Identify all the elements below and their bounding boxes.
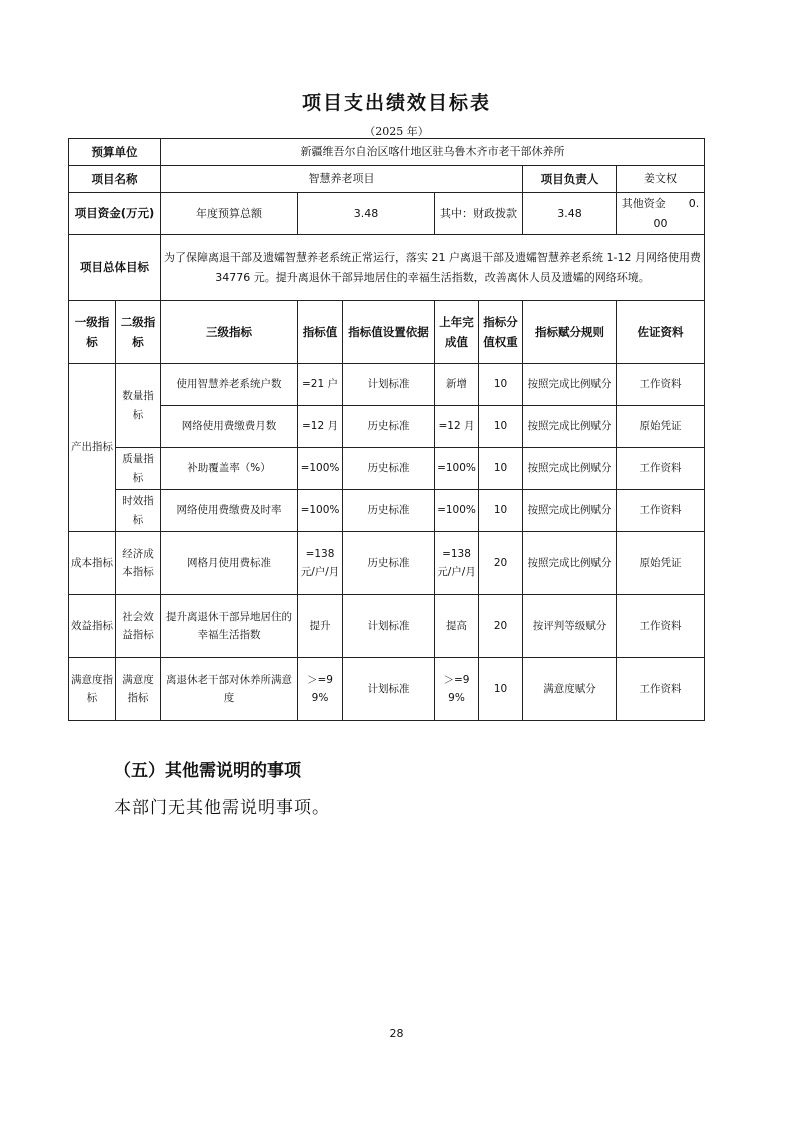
scoring-rule: 满意度赋分 xyxy=(523,658,617,721)
scoring-rule: 按照完成比例赋分 xyxy=(523,364,617,406)
indicator-value: =21 户 xyxy=(298,364,343,406)
page-number: 28 xyxy=(389,1027,404,1040)
indicator-basis: 历史标准 xyxy=(343,406,435,448)
other-funds-value: 0.00 xyxy=(653,197,700,230)
fiscal-allocation-label: 其中：财政拨款 xyxy=(435,193,523,235)
indicator-weight: 20 xyxy=(479,532,523,595)
level1-cost: 成本指标 xyxy=(69,532,116,595)
indicator-basis: 历史标准 xyxy=(343,532,435,595)
indicator-basis: 计划标准 xyxy=(343,364,435,406)
level3-indicator: 补助覆盖率（%） xyxy=(161,448,298,490)
indicator-basis: 历史标准 xyxy=(343,448,435,490)
col-header-prev-year: 上年完成值 xyxy=(435,301,479,364)
section-text: 本部门无其他需说明事项。 xyxy=(114,798,330,818)
performance-target-table xyxy=(68,138,705,721)
level3-indicator: 网格月使用费标准 xyxy=(161,532,298,595)
page-title: 项目支出绩效目标表 xyxy=(301,92,491,114)
indicator-weight: 10 xyxy=(479,490,523,532)
table-row xyxy=(69,448,705,490)
col-header-level2: 二级指标 xyxy=(116,301,161,364)
overall-goal-label: 项目总体目标 xyxy=(69,235,161,301)
level3-indicator: 网络使用费缴费及时率 xyxy=(161,490,298,532)
budget-unit-value: 新疆维吾尔自治区喀什地区驻乌鲁木齐市老干部休养所 xyxy=(161,139,705,166)
indicator-value: ＞=99% xyxy=(298,658,343,721)
col-header-value: 指标值 xyxy=(298,301,343,364)
level2-satisfaction: 满意度指标 xyxy=(116,658,161,721)
indicator-weight: 10 xyxy=(479,448,523,490)
level2-timeliness: 时效指标 xyxy=(116,490,161,532)
project-owner-label: 项目负责人 xyxy=(523,166,617,193)
col-header-level3: 三级指标 xyxy=(161,301,298,364)
level2-social-benefit: 社会效益指标 xyxy=(116,595,161,658)
level3-indicator: 网络使用费缴费月数 xyxy=(161,406,298,448)
scoring-rule: 按照完成比例赋分 xyxy=(523,448,617,490)
project-owner-value: 姜文权 xyxy=(617,166,705,193)
table-row xyxy=(69,490,705,532)
col-header-basis: 指标值设置依据 xyxy=(343,301,435,364)
indicator-weight: 10 xyxy=(479,364,523,406)
indicator-value: 提升 xyxy=(298,595,343,658)
project-funds-label: 项目资金(万元) xyxy=(69,193,161,235)
evidence: 工作资料 xyxy=(617,658,705,721)
scoring-rule: 按评判等级赋分 xyxy=(523,595,617,658)
prev-year-value: =100% xyxy=(435,448,479,490)
scoring-rule: 按照完成比例赋分 xyxy=(523,532,617,595)
level3-indicator: 离退休老干部对休养所满意度 xyxy=(161,658,298,721)
level3-indicator: 提升离退休干部异地居住的幸福生活指数 xyxy=(161,595,298,658)
level2-quality: 质量指标 xyxy=(116,448,161,490)
indicator-weight: 10 xyxy=(479,406,523,448)
year-subtitle: （2025 年） xyxy=(364,125,429,138)
level3-indicator: 使用智慧养老系统户数 xyxy=(161,364,298,406)
indicator-value: =100% xyxy=(298,448,343,490)
overall-goal-text: 为了保障离退干部及遗孀智慧养老系统正常运行，落实 21 户离退干部及遗孀智慧养老系统 1-12 月网络使用费 34776 元。提升离退休干部异地居住的幸福生活指数，改善离休人员及遗孀的网络环境。 xyxy=(161,235,705,301)
section-heading: （五）其他需说明的事项 xyxy=(114,761,301,781)
indicator-basis: 历史标准 xyxy=(343,490,435,532)
table-row xyxy=(69,658,705,721)
level1-satisfaction: 满意度指标 xyxy=(69,658,116,721)
table-row xyxy=(69,595,705,658)
evidence: 工作资料 xyxy=(617,595,705,658)
scoring-rule: 按照完成比例赋分 xyxy=(523,406,617,448)
table-row xyxy=(69,364,705,406)
level1-output: 产出指标 xyxy=(69,364,116,532)
level1-benefit: 效益指标 xyxy=(69,595,116,658)
indicator-value: =12 月 xyxy=(298,406,343,448)
prev-year-value: ＞=99% xyxy=(435,658,479,721)
indicator-weight: 20 xyxy=(479,595,523,658)
project-name-value: 智慧养老项目 xyxy=(161,166,523,193)
prev-year-value: =12 月 xyxy=(435,406,479,448)
indicator-weight: 10 xyxy=(479,658,523,721)
prev-year-value: =100% xyxy=(435,490,479,532)
fiscal-allocation-value: 3.48 xyxy=(523,193,617,235)
project-name-label: 项目名称 xyxy=(69,166,161,193)
indicator-basis: 计划标准 xyxy=(343,658,435,721)
level2-economic-cost: 经济成本指标 xyxy=(116,532,161,595)
annual-total-label: 年度预算总额 xyxy=(161,193,298,235)
annual-total-value: 3.48 xyxy=(298,193,435,235)
evidence: 工作资料 xyxy=(617,364,705,406)
indicator-basis: 计划标准 xyxy=(343,595,435,658)
indicator-value: =100% xyxy=(298,490,343,532)
evidence: 工作资料 xyxy=(617,490,705,532)
level2-quantity: 数量指标 xyxy=(116,364,161,448)
col-header-scoring-rule: 指标赋分规则 xyxy=(523,301,617,364)
other-funds-label: 其他资金 xyxy=(621,197,666,211)
table-row xyxy=(69,406,705,448)
prev-year-value: 提高 xyxy=(435,595,479,658)
indicator-value: =138 元/户/月 xyxy=(298,532,343,595)
scoring-rule: 按照完成比例赋分 xyxy=(523,490,617,532)
evidence: 原始凭证 xyxy=(617,532,705,595)
evidence: 工作资料 xyxy=(617,448,705,490)
col-header-weight: 指标分值权重 xyxy=(479,301,523,364)
prev-year-value: 新增 xyxy=(435,364,479,406)
budget-unit-label: 预算单位 xyxy=(69,139,161,166)
prev-year-value: =138 元/户/月 xyxy=(435,532,479,595)
col-header-evidence: 佐证资料 xyxy=(617,301,705,364)
col-header-level1: 一级指标 xyxy=(69,301,116,364)
evidence: 原始凭证 xyxy=(617,406,705,448)
table-row xyxy=(69,532,705,595)
other-funds-cell xyxy=(617,193,705,235)
